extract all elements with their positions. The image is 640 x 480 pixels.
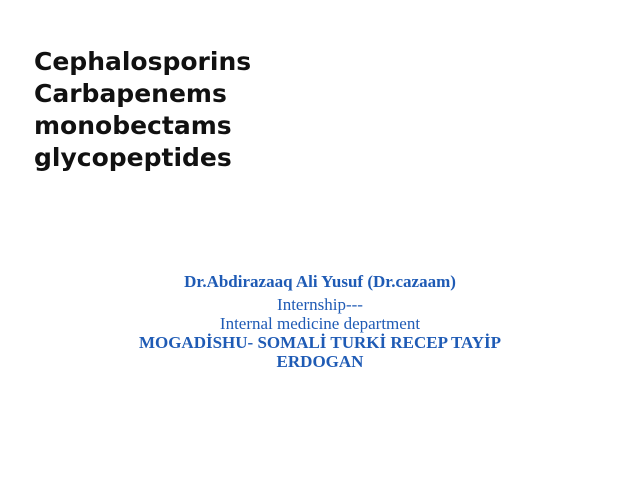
title-line-glycopeptides: glycopeptides xyxy=(34,143,232,172)
title-line-monobectams: monobectams xyxy=(34,111,232,140)
hospital-name-line1: MOGADİSHU- SOMALİ TURKİ RECEP TAYİP xyxy=(138,333,502,352)
department-text: Internal medicine department xyxy=(219,314,421,333)
author-name: Dr.Abdirazaaq Ali Yusuf (Dr.cazaam) xyxy=(184,272,456,291)
role-text: Internship--- xyxy=(277,295,363,314)
hospital-name-line2: ERDOGAN xyxy=(276,352,364,371)
slide-subtitle xyxy=(96,272,544,371)
slide-title xyxy=(34,46,474,174)
title-line-carbapenems: Carbapenems xyxy=(34,79,227,108)
title-line-cephalosporins: Cephalosporins xyxy=(34,47,252,76)
